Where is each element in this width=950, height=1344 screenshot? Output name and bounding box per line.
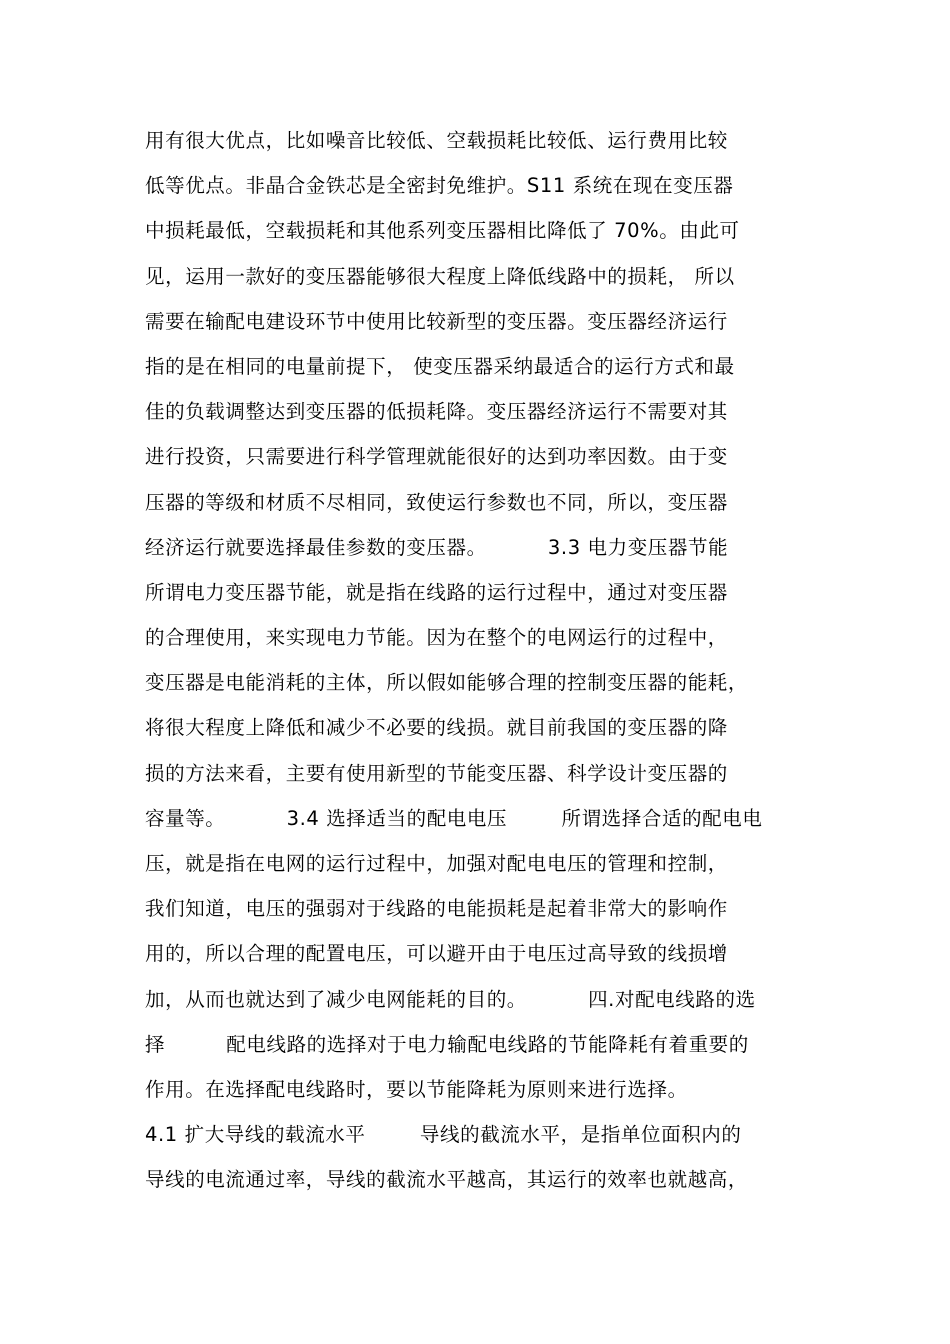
text-line: 进行投资，只需要进行科学管理就能很好的达到功率因数。由于变: [145, 445, 728, 469]
text-line: 4.1 扩大导线的载流水平 导线的截流水平，是指单位面积内的: [145, 1123, 742, 1147]
text-line: 择 配电线路的选择对于电力输配电线路的节能降耗有着重要的: [145, 1032, 749, 1056]
text-line: 压器的等级和材质不尽相同，致使运行参数也不同，所以，变压器: [145, 490, 728, 514]
text-line: 我们知道，电压的强弱对于线路的电能损耗是起着非常大的影响作: [145, 897, 728, 921]
text-line: 佳的负载调整达到变压器的低损耗降。变压器经济运行不需要对其: [145, 400, 728, 424]
text-line: 导线的电流通过率，导线的截流水平越高，其运行的效率也就越高，: [145, 1168, 749, 1192]
text-line: 用有很大优点，比如噪音比较低、空载损耗比较低、运行费用比较: [145, 129, 728, 152]
text-line: 作用。在选择配电线路时，要以节能降耗为原则来进行选择。: [145, 1077, 688, 1101]
text-line: 低等优点。非晶合金铁芯是全密封免维护。S11 系统在现在变压器: [145, 174, 734, 198]
text-line: 指的是在相同的电量前提下， 使变压器采纳最适合的运行方式和最: [145, 354, 735, 378]
text-line: 中损耗最低，空载损耗和其他系列变压器相比降低了 70%。由此可: [145, 219, 740, 243]
text-line: 压，就是指在电网的运行过程中，加强对配电电压的管理和控制，: [145, 852, 728, 875]
text-line: 的合理使用，来实现电力节能。因为在整个的电网运行的过程中，: [145, 626, 728, 650]
text-line: 经济运行就要选择最佳参数的变压器。 3.3 电力变压器节能: [145, 535, 729, 559]
text-line: 将很大程度上降低和减少不必要的线损。就目前我国的变压器的降: [145, 716, 728, 740]
text-line: 变压器是电能消耗的主体，所以假如能够合理的控制变压器的能耗，: [145, 671, 749, 695]
text-line: 用的，所以合理的配置电压，可以避开由于电压过高导致的线损增: [145, 942, 728, 966]
text-line: 需要在输配电建设环节中使用比较新型的变压器。变压器经济运行: [145, 309, 728, 333]
text-line: 容量等。 3.4 选择适当的配电电压 所谓选择合适的配电电: [145, 806, 763, 830]
body-text: [145, 118, 835, 1203]
text-line: 加，从而也就达到了减少电网能耗的目的。 四.对配电线路的选: [145, 987, 756, 1011]
text-line: 见，运用一款好的变压器能够很大程度上降低线路中的损耗， 所以: [145, 264, 735, 288]
text-line: 所谓电力变压器节能，就是指在线路的运行过程中，通过对变压器: [145, 580, 728, 604]
text-line: 损的方法来看，主要有使用新型的节能变压器、科学设计变压器的: [145, 761, 728, 785]
